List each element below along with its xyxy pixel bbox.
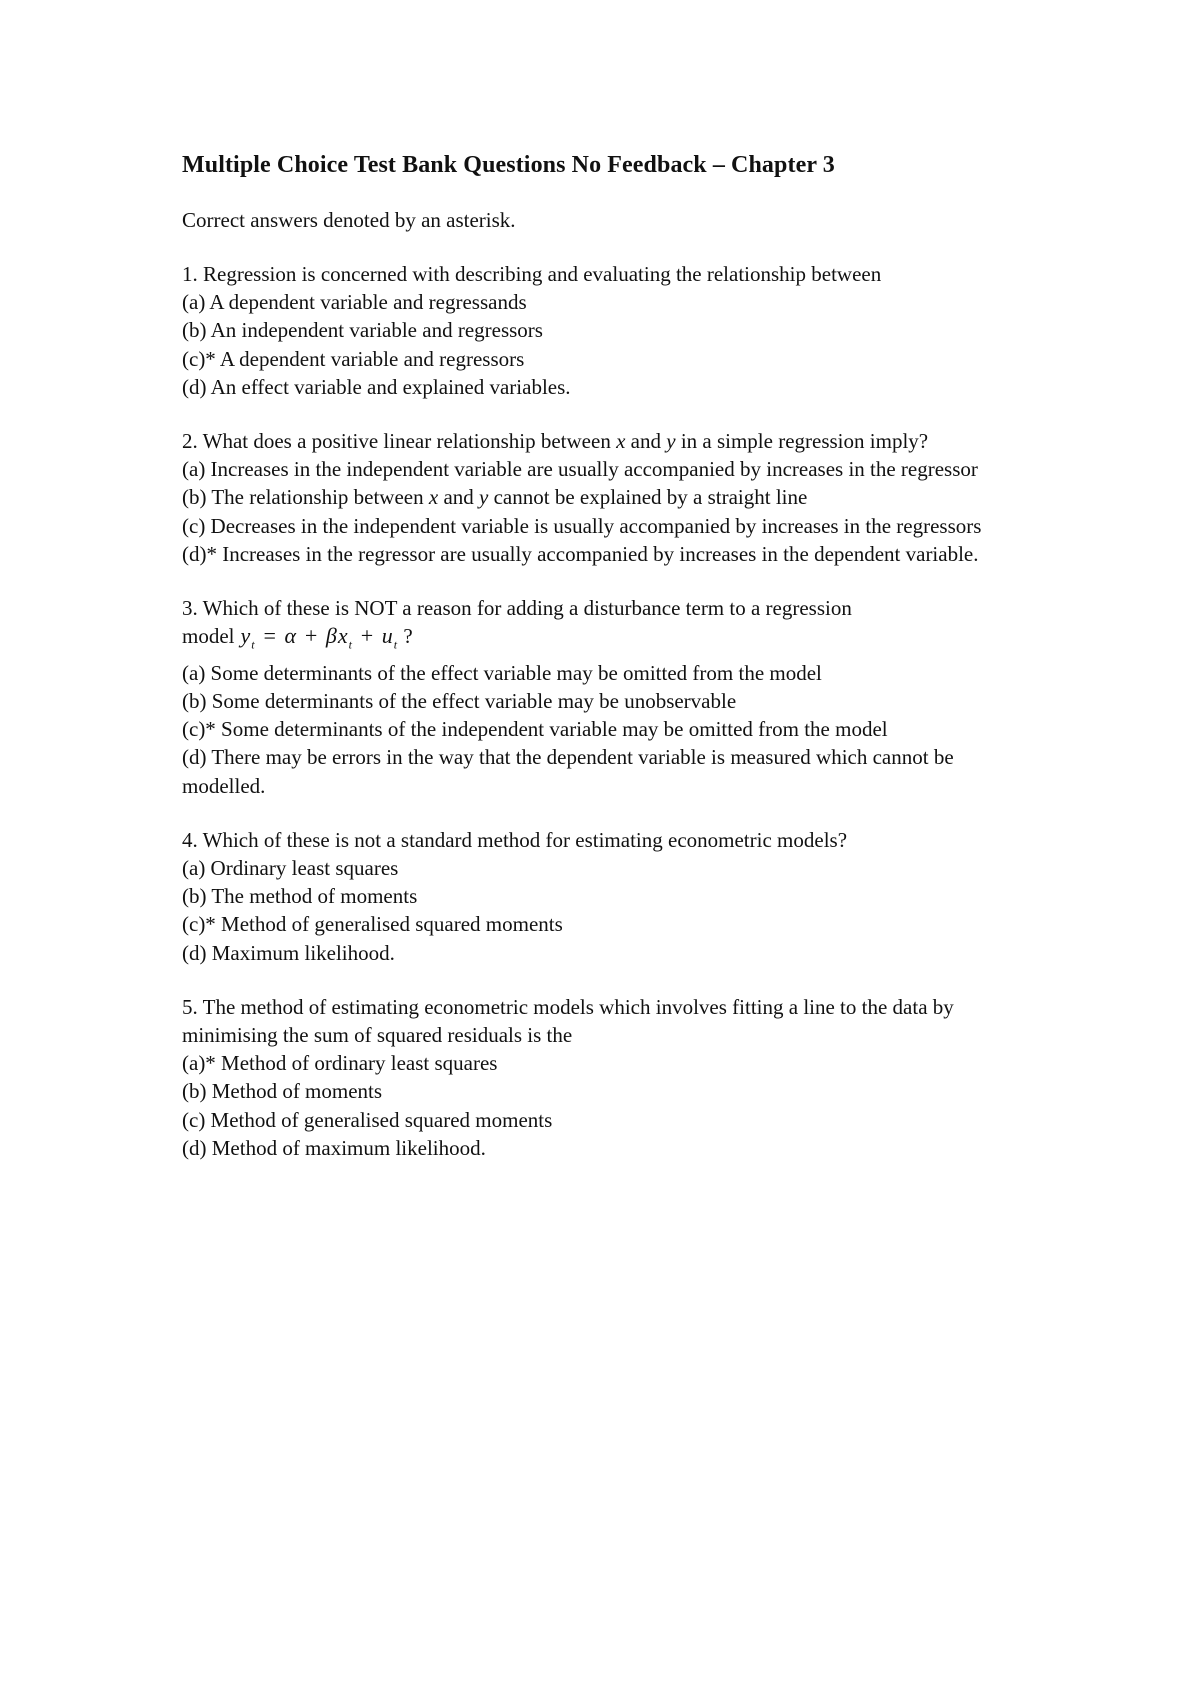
option-b: (b) The method of moments: [182, 884, 418, 909]
option-d: (d) Method of maximum likelihood.: [182, 1135, 486, 1160]
question-text: 4. Which of these is not a standard method for estimating econometric models?: [182, 827, 848, 852]
question-text: 1. Regression is concerned with describing and evaluating the relationship between: [182, 262, 882, 286]
option-b: (b) An independent variable and regressors: [182, 318, 543, 343]
variable-y: y: [666, 429, 676, 454]
option-a: (a) A dependent variable and regressands: [182, 290, 527, 315]
intro-text: Correct answers denoted by an asterisk.: [182, 208, 516, 232]
model-label: model: [182, 624, 235, 649]
option-c: (c) Decreases in the independent variable is usually accompanied by increases in the regressors: [182, 513, 982, 538]
formula-u: u: [381, 623, 394, 649]
variable-y: y: [479, 485, 489, 510]
regression-formula: [240, 623, 399, 652]
variable-x: x: [428, 485, 439, 510]
option-text-part: cannot be explained by a straight line: [488, 485, 808, 510]
question-text: [182, 427, 1042, 455]
option-b: (b) Some determinants of the effect variable may be unobservable: [182, 689, 737, 714]
question-mark: ?: [398, 624, 413, 649]
option-a: (a)* Method of ordinary least squares: [182, 1051, 498, 1076]
option-text-part: and: [438, 485, 480, 510]
formula-alpha-beta: = α + β: [255, 623, 338, 649]
option-c: (c) Method of generalised squared moments: [182, 1107, 553, 1132]
question-text-part: in a simple regression imply?: [675, 429, 929, 454]
question-1: [182, 260, 1042, 401]
option-a: (a) Ordinary least squares: [182, 856, 399, 881]
question-2: [182, 427, 1042, 568]
document-page: [182, 150, 1042, 1162]
option-c: (c)* A dependent variable and regressors: [182, 346, 525, 371]
formula-subscript: t: [251, 637, 256, 652]
question-text: 3. Which of these is NOT a reason for adding a disturbance term to a regression: [182, 596, 852, 621]
formula-y: y: [240, 623, 252, 649]
question-3: [182, 594, 1042, 800]
question-text-model: [182, 622, 1042, 659]
formula-subscript: t: [348, 637, 353, 652]
option-d: (d) Maximum likelihood.: [182, 940, 395, 965]
formula-plus: +: [352, 623, 382, 649]
option-d: (d)* Increases in the regressor are usually accompanied by increases in the dependent variable.: [182, 541, 979, 566]
question-text-part: 2. What does a positive linear relationship between: [182, 429, 617, 454]
question-text: 5. The method of estimating econometric models which involves fitting a line to the data by minimising the sum of squared residuals is the: [182, 994, 954, 1048]
option-text-part: (b) The relationship between: [182, 485, 429, 510]
question-5: [182, 993, 1042, 1162]
formula-subscript: t: [393, 637, 399, 652]
formula-x: x: [337, 623, 349, 649]
option-d: (d) An effect variable and explained variables.: [182, 374, 571, 399]
option-c: (c)* Some determinants of the independent variable may be omitted from the model: [182, 717, 888, 742]
option-d: (d) There may be errors in the way that the dependent variable is measured which cannot be modelled.: [182, 745, 954, 798]
option-a: (a) Some determinants of the effect variable may be omitted from the model: [182, 660, 822, 685]
option-b: (b) Method of moments: [182, 1079, 383, 1104]
question-4: [182, 826, 1042, 967]
variable-x: x: [616, 429, 626, 454]
option-a: (a) Increases in the independent variable are usually accompanied by increases in the regressor: [182, 457, 978, 482]
document-title: Multiple Choice Test Bank Questions No Feedback – Chapter 3: [182, 152, 835, 178]
question-text-part: and: [625, 429, 667, 454]
option-b: [182, 483, 1042, 511]
option-c: (c)* Method of generalised squared moments: [182, 912, 563, 937]
